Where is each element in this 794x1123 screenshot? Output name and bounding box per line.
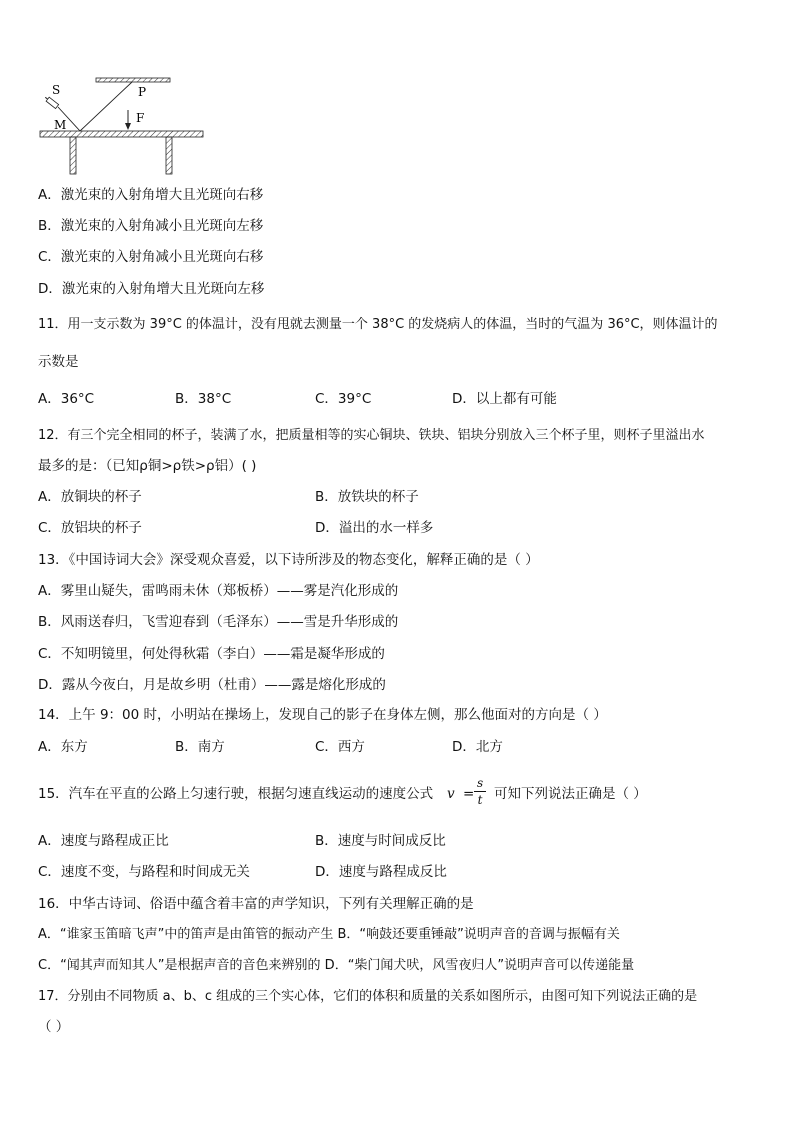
q11-option-d: D．以上都有可能 [452,391,557,407]
q15-stem-after: 可知下列说法正确是（ ） [494,786,647,802]
table-leg-left [70,137,76,174]
label-f: F [136,111,145,125]
q10-option-a: A．激光束的入射角增大且光斑向右移 [38,187,264,203]
q10-option-b: B．激光束的入射角减小且光斑向左移 [38,218,264,234]
label-m: M [54,118,67,132]
q12-option-d: D．溢出的水一样多 [315,520,434,536]
q14-option-b: B．南方 [175,739,225,755]
q12-option-b: B．放铁块的杯子 [315,489,419,505]
q17-stem-line2: （ ） [38,1019,70,1035]
laser-source [44,95,59,108]
q11-option-a: A．36°C [38,391,95,407]
q17-stem-line1: 17．分别由不同物质 a、b、c 组成的三个实心体，它们的体积和质量的关系如图所示，由图可知下列说法正确的是 [38,989,698,1004]
q13-option-b: B．风雨送春归，飞雪迎春到（毛泽东）——雪是升华形成的 [38,614,399,630]
q12-stem-line1: 12．有三个完全相同的杯子，装满了水，把质量相等的实心铜块、铁块、铝块分别放入三个杯子里，则杯子里溢出水 [38,428,705,443]
q15-numerator: s [474,775,486,792]
label-s: S [52,83,61,97]
q11-option-b: B．38°C [175,391,232,407]
q12-stem-line2: 最多的是：（已知ρ铜>ρ铁>ρ铝）( ) [38,458,257,474]
label-p: P [138,85,147,99]
q15-velocity-symbol: v [447,786,455,802]
optics-figure [30,70,220,180]
q15-option-a: A．速度与路程成正比 [38,833,169,849]
q14-stem: 14．上午 9：00 时，小明站在操场上，发现自己的影子在身体左侧，那么他面对的方向是（ ） [38,707,607,723]
q13-option-c: C．不知明镜里，何处得秋霜（李白）——霜是凝华形成的 [38,646,385,662]
q16-options-cd: C．“闻其声而知其人”是根据声音的音色来辨别的 D．“柴门闻犬吠，风雪夜归人”说明声音可以传递能量 [38,958,635,973]
q10-option-d: D．激光束的入射角增大且光斑向左移 [38,281,265,297]
q13-stem: 13．《中国诗词大会》深受观众喜爱，以下诗所涉及的物态变化，解释正确的是（ ） [38,552,539,568]
q10-option-c: C．激光束的入射角减小且光斑向右移 [38,249,264,265]
screen-p [96,78,170,82]
q15-denominator: t [477,793,483,807]
q15-fraction [474,775,486,808]
q14-option-a: A．东方 [38,739,88,755]
q13-option-a: A．雾里山疑失，雷鸣雨未休（郑板桥）——雾是汽化形成的 [38,583,399,599]
q15-option-c: C．速度不变，与路程和时间成无关 [38,864,250,880]
q11-stem-line1: 11．用一支示数为 39°C 的体温计，没有甩就去测量一个 38°C 的发烧病人的体温，当时的气温为 36°C，则体温计的 [38,317,718,332]
q14-option-d: D．北方 [452,739,503,755]
q15-option-d: D．速度与路程成反比 [315,864,447,880]
q11-stem-line2: 示数是 [38,354,79,370]
q16-stem: 16．中华古诗词、俗语中蕴含着丰富的声学知识，下列有关理解正确的是 [38,896,474,912]
table-leg-right [166,137,172,174]
q12-option-c: C．放铝块的杯子 [38,520,142,536]
q15-option-b: B．速度与时间成反比 [315,833,446,849]
q16-options-ab: A．“谁家玉笛暗飞声”中的笛声是由笛管的振动产生 B．“响鼓还要重锤敲”说明声音的音调与振幅有关 [38,927,620,942]
q13-option-d: D．露从今夜白，月是故乡明（杜甫）——露是熔化形成的 [38,677,386,693]
q11-option-c: C．39°C [315,391,372,407]
q15-stem-before: 15．汽车在平直的公路上匀速行驶，根据匀速直线运动的速度公式 [38,786,434,802]
q12-option-a: A．放铜块的杯子 [38,489,142,505]
reflected-beam [80,82,132,131]
q14-option-c: C．西方 [315,739,365,755]
q15-equals: = [463,786,475,802]
